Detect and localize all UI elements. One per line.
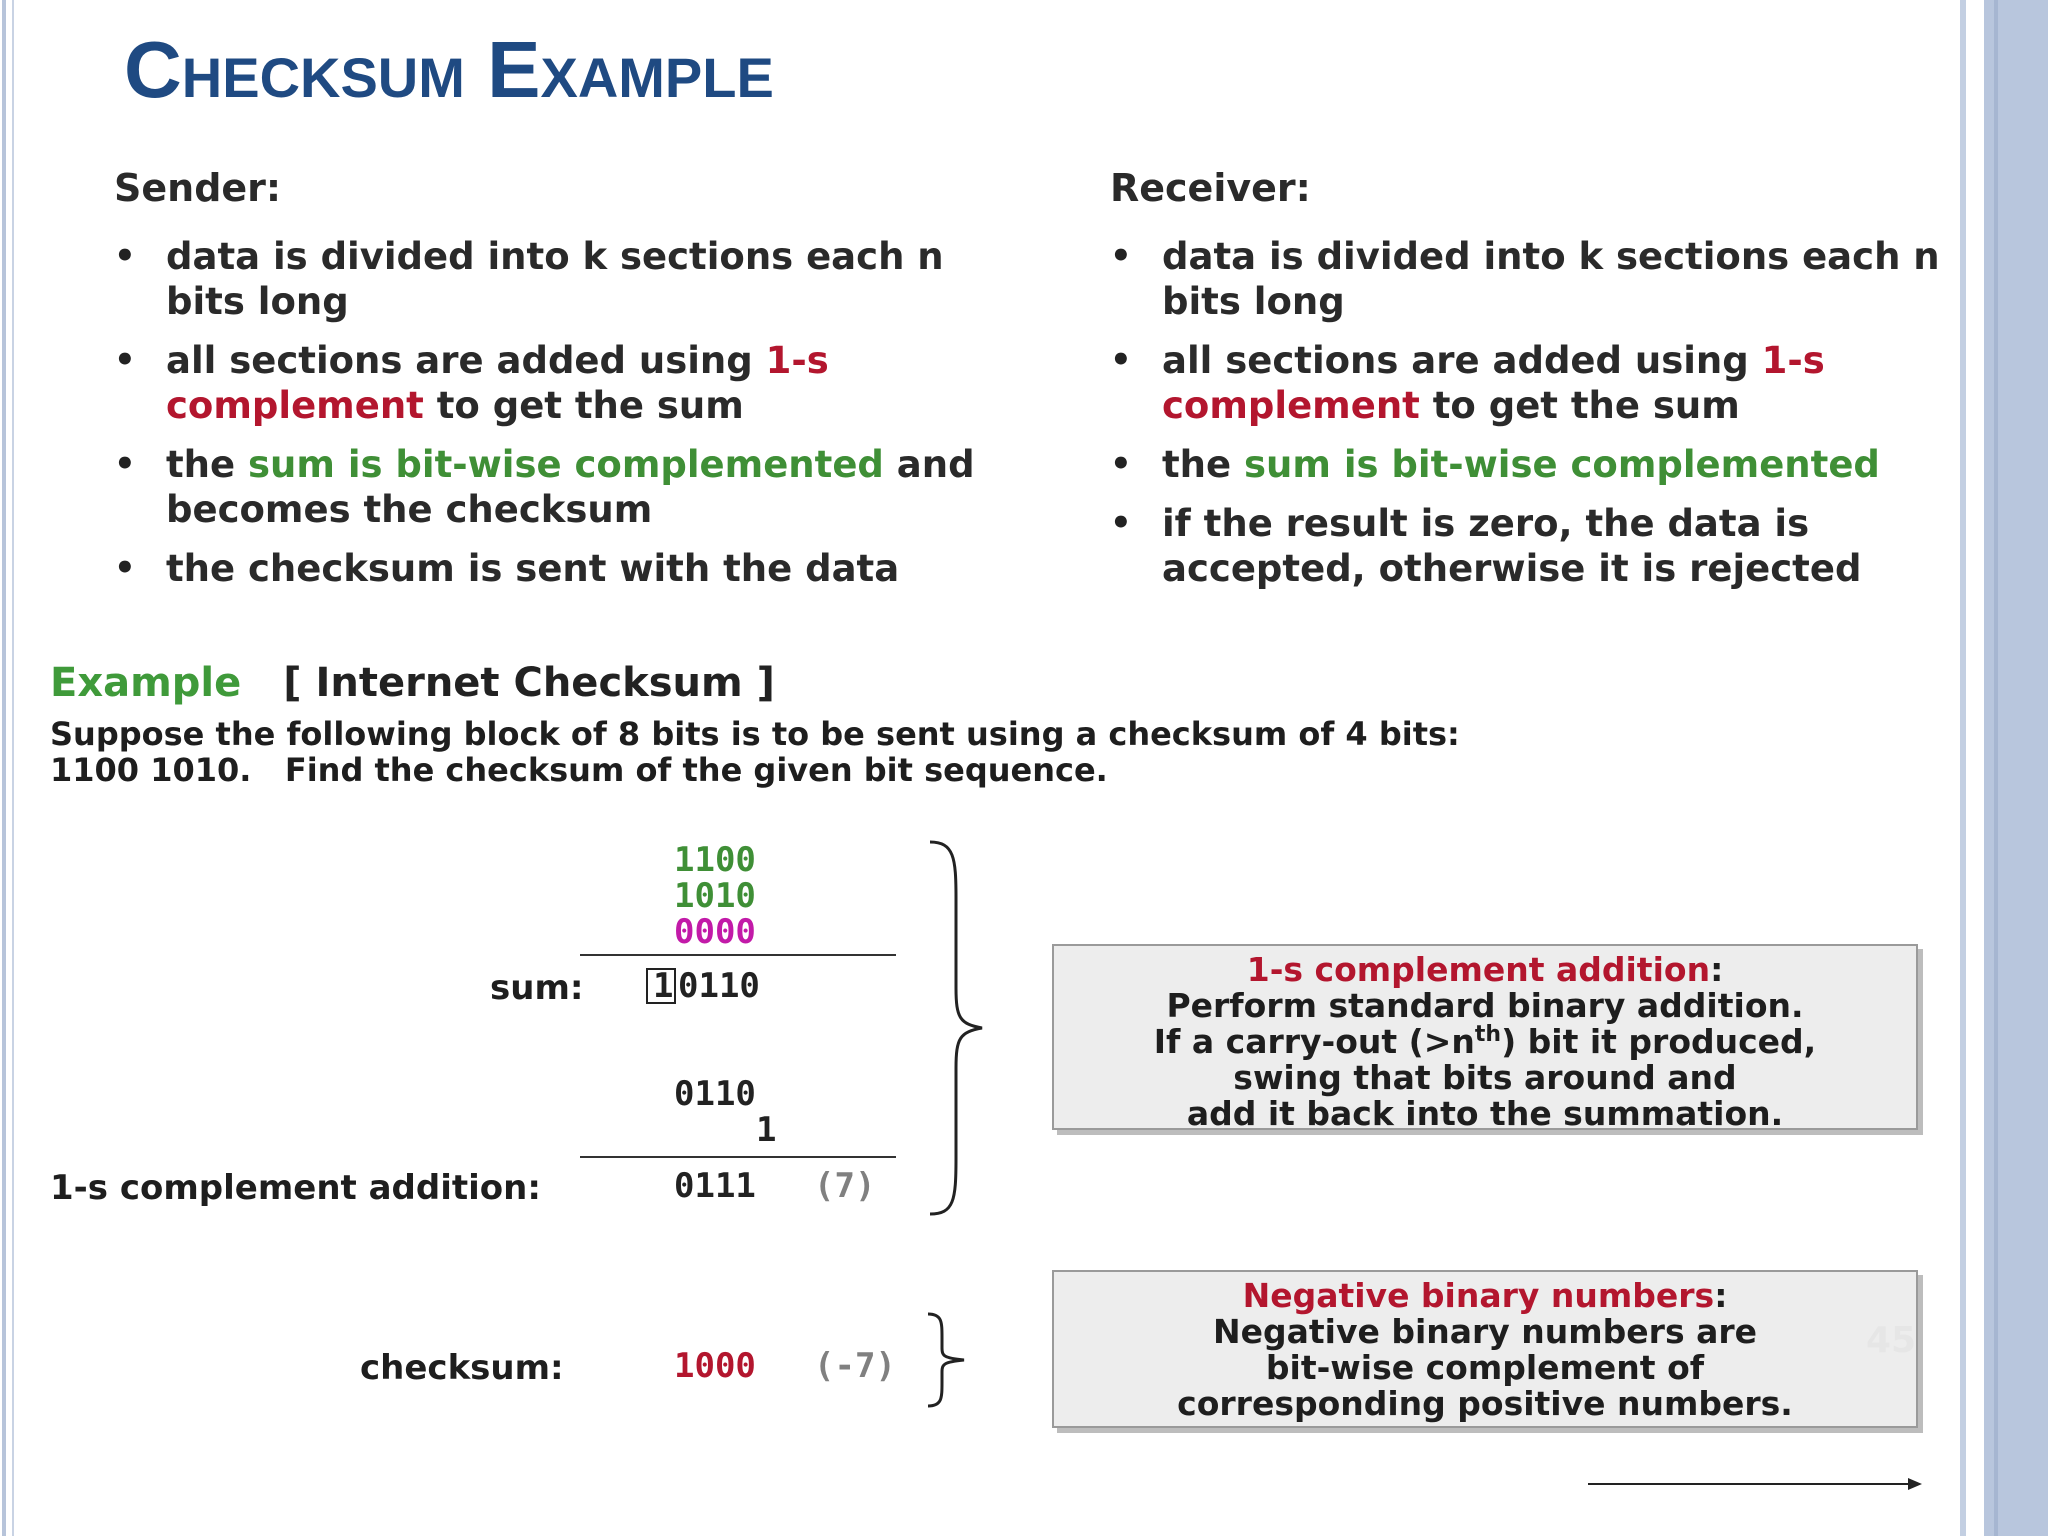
small-curly-brace xyxy=(920,1310,980,1410)
checksum-decimal: (-7) xyxy=(814,1346,896,1386)
checksum-label: checksum: xyxy=(360,1348,564,1388)
example-question xyxy=(50,716,1850,788)
receiver-bullet-4: • if the result is zero, the data is accepted, otherwise it is rejected xyxy=(1110,501,1940,591)
sender-bullet-3: • the sum is bit-wise complemented and becomes the checksum xyxy=(114,442,994,532)
note2-title: Negative binary numbers: xyxy=(1242,1276,1728,1315)
add-row-2: 1 xyxy=(756,1110,777,1150)
sender-heading: Sender: xyxy=(114,166,282,210)
note2-line-2: bit-wise complement of xyxy=(1265,1348,1705,1387)
page-number: 45 xyxy=(1866,1320,1917,1361)
checksum-value: 1000 xyxy=(674,1346,756,1386)
ones-complement-value: 0111 xyxy=(674,1166,756,1206)
ones-complement-decimal: (7) xyxy=(814,1166,876,1206)
calc-row-3: 0000 xyxy=(674,912,756,952)
frame-right-gap xyxy=(1966,0,1984,1536)
large-curly-brace xyxy=(920,838,1000,1218)
add-row-1: 0110 xyxy=(674,1074,756,1114)
negative-numbers-note-box xyxy=(1052,1270,1918,1428)
sender-bullet-4: • the checksum is sent with the data xyxy=(114,546,994,591)
receiver-bullet-list xyxy=(1110,234,1940,605)
sender-bullet-1: • data is divided into k sections each n bits long xyxy=(114,234,994,324)
receiver-heading: Receiver: xyxy=(1110,166,1311,210)
ones-complement-label: 1-s complement addition: xyxy=(50,1168,541,1208)
example-heading xyxy=(50,660,775,706)
receiver-bullet-2: • all sections are added using 1-s complement to get the sum xyxy=(1110,338,1940,428)
sender-bullet-2: • all sections are added using 1-s complement to get the sum xyxy=(114,338,994,428)
sender-bullet-list xyxy=(114,234,994,605)
frame-right-stripe xyxy=(1994,0,1998,1536)
slide-title: Checksum Example xyxy=(124,25,774,114)
note1-title: 1-s complement addition: xyxy=(1246,950,1724,989)
receiver-bullet-1: • data is divided into k sections each n bits long xyxy=(1110,234,1940,324)
receiver-bullet-3: • the sum is bit-wise complemented xyxy=(1110,442,1940,487)
sum-value: 1 0110 xyxy=(646,968,760,1006)
sum-label: sum: xyxy=(490,968,584,1008)
example-bracket-title: [ Internet Checksum ] xyxy=(283,660,775,706)
frame-left-border xyxy=(2,0,6,1536)
calc-row-1: 1100 xyxy=(674,840,756,880)
ones-complement-note-box xyxy=(1052,944,1918,1133)
note1-line-3: swing that bits around and xyxy=(1233,1058,1737,1097)
sum-divider-line xyxy=(580,954,896,956)
note2-line-3: corresponding positive numbers. xyxy=(1177,1384,1793,1423)
addition-divider-line xyxy=(580,1156,896,1158)
note2-line-1: Negative binary numbers are xyxy=(1212,1312,1758,1351)
next-arrow-icon[interactable] xyxy=(1586,1472,1926,1496)
calc-row-2: 1010 xyxy=(674,876,756,916)
question-line-1: Suppose the following block of 8 bits is to be sent using a checksum of 4 bits: xyxy=(50,715,1460,753)
note1-line-1: Perform standard binary addition. xyxy=(1166,986,1804,1025)
note1-line-2: If a carry-out $(>n^{th})$ bit it produced, xyxy=(1153,1022,1817,1061)
example-label: Example xyxy=(50,660,242,706)
question-line-2: 1100 1010. Find the checksum of the given bit sequence. xyxy=(50,751,1108,789)
note1-line-4: add it back into the summation. xyxy=(1186,1094,1784,1133)
frame-left-inner-border xyxy=(12,0,14,1536)
carry-bit-box: 1 xyxy=(646,968,676,1004)
